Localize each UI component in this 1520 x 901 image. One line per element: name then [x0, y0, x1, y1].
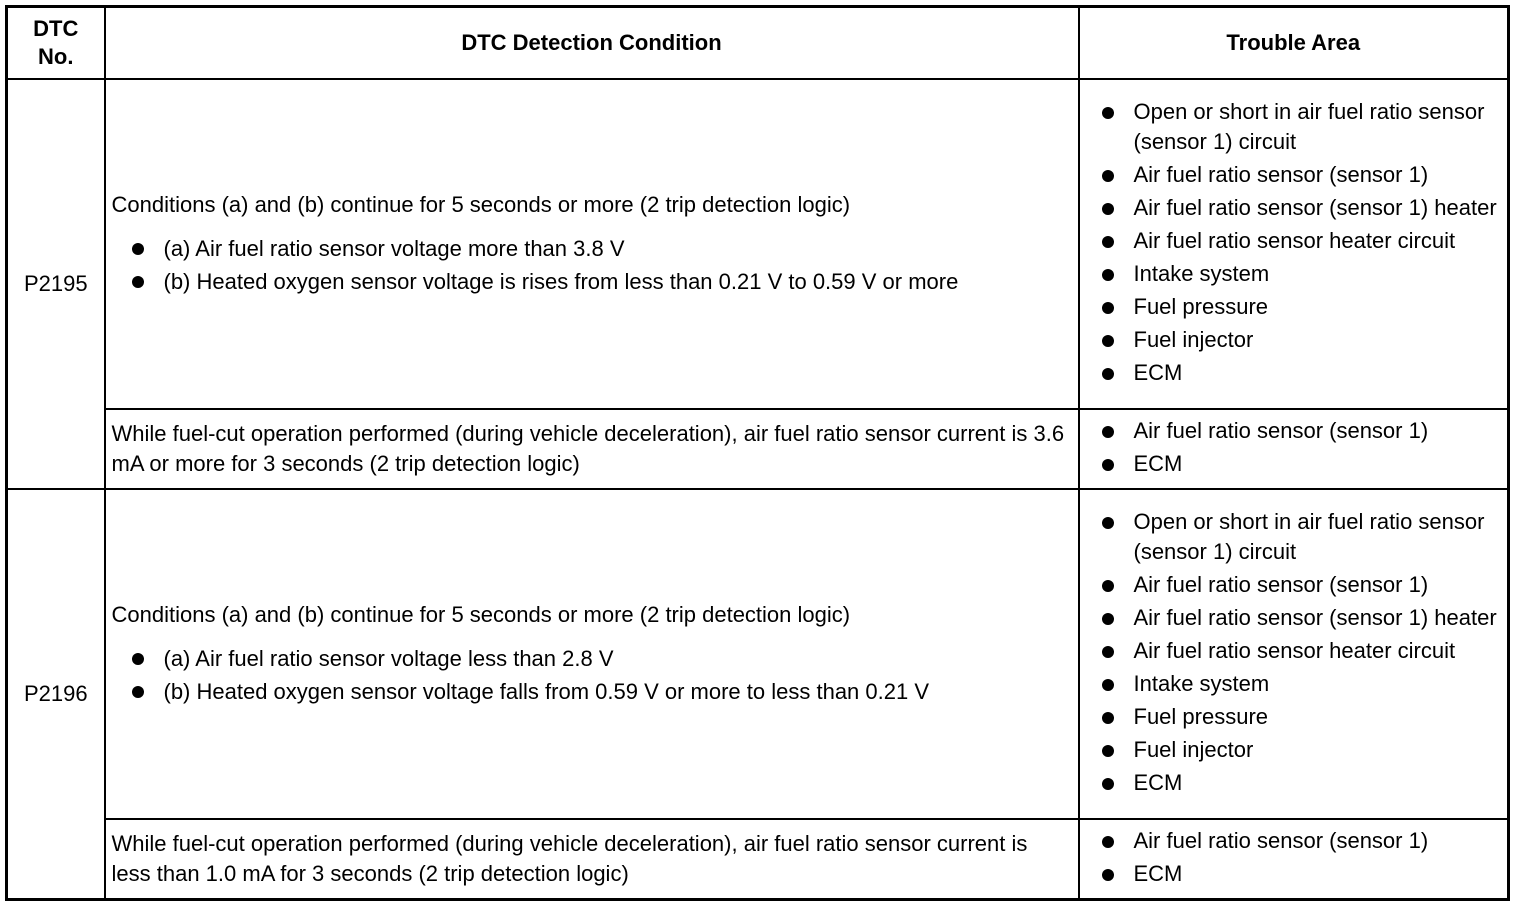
header-dtc-no [7, 7, 105, 80]
dtc-code: P2195 [7, 79, 105, 489]
trouble-area-list [1080, 826, 1508, 889]
trouble-area-item: Air fuel ratio sensor (sensor 1) [1080, 416, 1508, 446]
condition-item: (b) Heated oxygen sensor voltage is rises from less than 0.21 V to 0.59 V or more [112, 265, 1072, 298]
header-dtc-no-label: DTC No. [33, 16, 79, 69]
dtc-table-container [5, 5, 1507, 901]
table-row [7, 409, 1509, 489]
trouble-area-item: Fuel pressure [1080, 292, 1508, 322]
condition-item: (a) Air fuel ratio sensor voltage more than 3.8 V [112, 232, 1072, 265]
trouble-area-item: Open or short in air fuel ratio sensor (sensor 1) circuit [1080, 97, 1508, 157]
trouble-area-item: ECM [1080, 859, 1508, 889]
condition-cell: While fuel-cut operation performed (during vehicle deceleration), air fuel ratio sensor current is less than 1.0 mA for 3 seconds (2 trip detection logic) [105, 819, 1079, 900]
trouble-area-list [1080, 416, 1508, 479]
condition-cell: While fuel-cut operation performed (during vehicle deceleration), air fuel ratio sensor current is 3.6 mA or more for 3 seconds (2 trip detection logic) [105, 409, 1079, 489]
header-trouble-area: Trouble Area [1079, 7, 1509, 80]
trouble-area-list [1080, 97, 1508, 388]
trouble-area-item: Air fuel ratio sensor (sensor 1) heater [1080, 193, 1508, 223]
trouble-area-cell [1079, 409, 1509, 489]
condition-lead: Conditions (a) and (b) continue for 5 seconds or more (2 trip detection logic) [111, 602, 851, 627]
condition-list [112, 232, 1072, 298]
trouble-area-item: Air fuel ratio sensor (sensor 1) [1080, 570, 1508, 600]
trouble-area-item: Air fuel ratio sensor (sensor 1) [1080, 160, 1508, 190]
trouble-area-item: Fuel injector [1080, 325, 1508, 355]
trouble-area-item: ECM [1080, 449, 1508, 479]
trouble-area-cell [1079, 489, 1509, 819]
trouble-area-item: Air fuel ratio sensor heater circuit [1080, 226, 1508, 256]
trouble-area-item: Air fuel ratio sensor (sensor 1) [1080, 826, 1508, 856]
trouble-area-item: Fuel injector [1080, 735, 1508, 765]
trouble-area-item: ECM [1080, 768, 1508, 798]
condition-lead: Conditions (a) and (b) continue for 5 seconds or more (2 trip detection logic) [111, 192, 851, 217]
trouble-area-item: Intake system [1080, 669, 1508, 699]
trouble-area-item: Air fuel ratio sensor (sensor 1) heater [1080, 603, 1508, 633]
trouble-area-item: Open or short in air fuel ratio sensor (sensor 1) circuit [1080, 507, 1508, 567]
condition-item: (b) Heated oxygen sensor voltage falls from 0.59 V or more to less than 0.21 V [112, 675, 1072, 708]
trouble-area-item: ECM [1080, 358, 1508, 388]
condition-cell [105, 489, 1079, 819]
table-header-row [7, 7, 1509, 80]
table-row [7, 489, 1509, 819]
table-row [7, 79, 1509, 409]
condition-list [112, 642, 1072, 708]
trouble-area-item: Intake system [1080, 259, 1508, 289]
header-condition: DTC Detection Condition [105, 7, 1079, 80]
trouble-area-item: Fuel pressure [1080, 702, 1508, 732]
dtc-code: P2196 [7, 489, 105, 900]
condition-cell [105, 79, 1079, 409]
trouble-area-cell [1079, 79, 1509, 409]
trouble-area-list [1080, 507, 1508, 798]
trouble-area-item: Air fuel ratio sensor heater circuit [1080, 636, 1508, 666]
trouble-area-cell [1079, 819, 1509, 900]
condition-item: (a) Air fuel ratio sensor voltage less than 2.8 V [112, 642, 1072, 675]
dtc-table [5, 5, 1510, 901]
table-row [7, 819, 1509, 900]
